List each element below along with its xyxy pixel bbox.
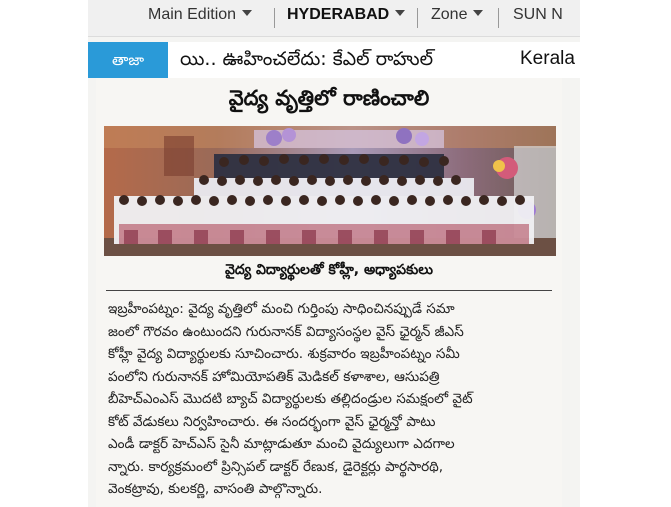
body-line: పంలోని గురునానక్ హోమియోపతిక్ మెడికల్ కళాశాల, ఆసుపత్రి xyxy=(108,368,440,385)
main-edition-label: Main Edition xyxy=(148,6,237,23)
edition-bar xyxy=(88,0,580,37)
epaper-viewer xyxy=(88,0,580,507)
body-line: కోహ్లీ వైద్య విద్యార్థులకు సూచించారు. శుక్రవారం ఇబ్రహీంపట్నం సమీ xyxy=(108,346,460,362)
divider xyxy=(417,8,418,28)
news-ticker xyxy=(88,42,580,78)
body-line: వెంకట్రావు, కులకర్ణి, వాసంతి పాల్గొన్నారు. xyxy=(108,481,323,497)
chevron-down-icon xyxy=(395,10,405,16)
body-line: జంలో గౌరవం ఉంటుందని గురునానక్ విద్యాసంస్థల వైస్ ఛైర్మన్ జీఎస్ xyxy=(108,323,464,340)
divider xyxy=(274,8,275,28)
hyderabad-dropdown[interactable] xyxy=(287,6,405,24)
body-line: బీహెచ్ఎంఎస్ మొదటి బ్యాచ్ విద్యార్థులకు తల్లిదండ్రుల సమక్షంలో వైట్ xyxy=(108,391,473,407)
right-margin xyxy=(580,0,671,507)
zone-label: Zone xyxy=(431,6,468,23)
main-edition-dropdown[interactable] xyxy=(148,6,252,24)
ticker-headline-next[interactable]: Kerala xyxy=(520,48,575,69)
article-body xyxy=(108,298,552,501)
ticker-headline[interactable]: యి.. ఊహించలేదు: కేఎల్ రాహుల్ xyxy=(180,48,434,70)
sun-dropdown[interactable] xyxy=(513,6,563,24)
photo-caption: వైద్య విద్యార్థులతో కోహ్లీ, అధ్యాపకులు xyxy=(224,262,434,278)
left-margin xyxy=(0,0,88,507)
body-line: ఇబ్రహీంపట్నం: వైద్య వృత్తిలో మంచి గుర్తింపు సాధించినప్పుడే సమా xyxy=(108,301,455,317)
zone-dropdown[interactable] xyxy=(431,6,483,24)
chevron-down-icon xyxy=(473,10,483,16)
sun-label: SUN N xyxy=(513,6,563,23)
group-photo-image xyxy=(104,126,556,256)
article-clipping xyxy=(96,78,562,507)
hyderabad-label: HYDERABAD xyxy=(287,6,390,23)
latest-tag: తాజా xyxy=(88,42,168,78)
chevron-down-icon xyxy=(242,10,252,16)
article-photo xyxy=(104,126,556,256)
divider xyxy=(498,8,499,28)
article-headline: వైద్య వృత్తిలో రాణించాలి xyxy=(228,86,430,110)
body-line: న్నారు. కార్యక్రమంలో ప్రిన్సిపల్ డాక్టర్ రేణుక, డైరెక్టర్లు పార్థసారథి, xyxy=(108,458,444,475)
body-line: కోట్ వేడుకలు నిర్వహించారు. ఈ సందర్భంగా వైస్ ఛైర్మన్తో పాటు xyxy=(108,413,436,430)
body-line: ఎండీ డాక్టర్ హెచ్ఎస్ సైనీ మాట్లాడుతూ మంచి వైద్యులుగా ఎదగాల xyxy=(108,436,455,452)
divider xyxy=(106,290,552,291)
